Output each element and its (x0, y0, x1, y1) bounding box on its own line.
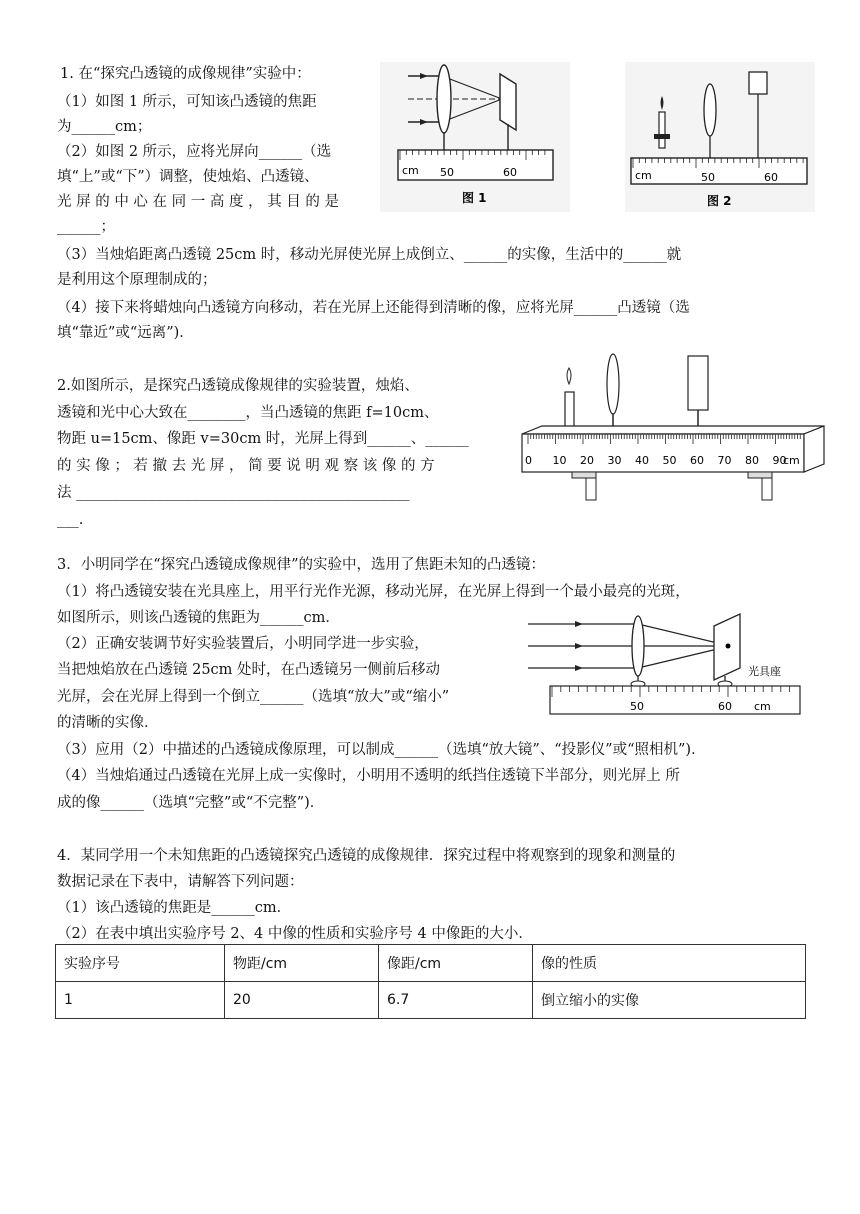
q2-line: 2.如图所示，是探究凸透镜成像规律的实验装置，烛焰、 (57, 378, 419, 394)
ruler-unit: cm (783, 454, 800, 467)
q2-line: 透镜和光中心大致在________，当凸透镜的焦距 f=10cm、 (57, 405, 439, 421)
q3-line: （4）当烛焰通过凸透镜在光屏上成一实像时，小明用不透明的纸挡住透镜下半部分，则光屏上 所 (57, 768, 680, 784)
q2-line: ___. (57, 512, 84, 528)
figure-optical-bench (512, 348, 832, 508)
ruler-tick-label: 30 (607, 454, 622, 467)
q1-line: 1. 在“探究凸透镜的成像规律”实验中： (60, 66, 311, 82)
q3-line: 成的像______（选填“完整”或“不完整”)． (57, 795, 325, 811)
figure-1-tick-50: 50 (440, 166, 454, 179)
table-header: 实验序号 (56, 945, 225, 982)
data-table (55, 944, 806, 1019)
table-header: 像距/cm (379, 945, 533, 982)
q4-line: （1）该凸透镜的焦距是______cm． (57, 900, 292, 916)
q1-line: 是利用这个原理制成的； (57, 272, 217, 288)
q1-line: 填“上”或“下”）调整，使烛焰、凸透镜、 (57, 169, 319, 185)
q1-line: 光 屏 的 中 心 在 同 一 高 度 ， 其 目 的 是 (57, 194, 340, 210)
q2-line: 的 实 像 ； 若 撤 去 光 屏 ， 简 要 说 明 观 察 该 像 的 方 (57, 458, 435, 474)
ruler-tick-label: 20 (580, 454, 594, 467)
ruler-tick-label: 40 (635, 454, 649, 467)
q2-line: 物距 u=15cm、像距 v=30cm 时，光屏上得到______、______ (57, 431, 469, 447)
ruler-tick-label: 60 (690, 454, 704, 467)
figure-1-tick-60: 60 (503, 166, 517, 179)
q1-line: （1）如图 1 所示，可知该凸透镜的焦距 (57, 94, 317, 110)
q3-line: （1）将凸透镜安装在光具座上，用平行光作光源，移动光屏，在光屏上得到一个最小最亮的光斑， (57, 584, 690, 600)
q1-line: 为______cm； (57, 119, 152, 135)
q4-line: 数据记录在下表中，请解答下列问题： (57, 874, 304, 890)
figure-3-unit: cm (754, 700, 771, 713)
figure-parallel-light-focus (520, 608, 810, 718)
q3-line: 如图所示，则该凸透镜的焦距为______cm． (57, 610, 340, 626)
table-cell: 20 (225, 982, 379, 1019)
table-header-row (56, 945, 806, 982)
q4-line: （2）在表中填出实验序号 2、4 中像的性质和实验序号 4 中像距的大小． (57, 926, 533, 942)
ruler-tick-label: 70 (717, 454, 732, 467)
q4-line: 4．某同学用一个未知焦距的凸透镜探究凸透镜的成像规律．探究过程中将观察到的现象和测量的 (57, 848, 676, 864)
q3-line: 光屏，会在光屏上得到一个倒立______（选填“放大”或“缩小” (57, 689, 450, 705)
q3-line: （3）应用（2）中描述的凸透镜成像原理，可以制成______（选填“放大镜”、“投影仪”或“照相机”)． (57, 742, 706, 758)
q1-line: 填“靠近”或“远离”)． (57, 325, 194, 341)
q3-line: 当把烛焰放在凸透镜 25cm 处时，在凸透镜另一侧前后移动 (57, 662, 441, 678)
q3-line: 的清晰的实像． (57, 715, 159, 731)
figure-2-tick-60: 60 (764, 171, 778, 184)
q1-line: ______； (57, 219, 115, 235)
table-header: 物距/cm (225, 945, 379, 982)
figure-1-lens-focus (380, 62, 570, 212)
figure-2-unit: cm (635, 169, 652, 182)
figure-2-tick-50: 50 (701, 171, 715, 184)
table-row (56, 982, 806, 1019)
figure-bench-label: 光具座 (748, 665, 781, 678)
ruler-tick-label: 50 (662, 454, 677, 467)
figure-1-caption: 图 1 (462, 191, 487, 205)
ruler-tick-label: 80 (745, 454, 759, 467)
table-cell: 倒立缩小的实像 (533, 982, 806, 1019)
ruler-tick-label: 90 (772, 454, 787, 467)
q2-line: 法 ______________________________________________ (57, 485, 410, 501)
figure-2-candle-lens-screen (625, 62, 815, 212)
figure-3-tick-50: 50 (630, 700, 644, 713)
figure-2-caption: 图 2 (707, 194, 732, 208)
q1-line: （4）接下来将蜡烛向凸透镜方向移动，若在光屏上还能得到清晰的像，应将光屏______凸透镜（选 (57, 300, 690, 316)
table-cell: 1 (56, 982, 225, 1019)
q1-line: （3）当烛焰距离凸透镜 25cm 时，移动光屏使光屏上成倒立、______的实像，生活中的______就 (57, 247, 682, 263)
table-header: 像的性质 (533, 945, 806, 982)
figure-1-unit: cm (402, 164, 419, 177)
q3-line: 3．小明同学在“探究凸透镜成像规律”的实验中，选用了焦距未知的凸透镜： (57, 557, 546, 573)
table-cell: 6.7 (379, 982, 533, 1019)
ruler-tick-label: 10 (552, 454, 567, 467)
q3-line: （2）正确安装调节好实验装置后，小明同学进一步实验， (57, 636, 429, 652)
figure-3-tick-60: 60 (718, 700, 732, 713)
q1-line: （2）如图 2 所示，应将光屏向______（选 (57, 144, 332, 160)
ruler-tick-label: 0 (525, 454, 532, 467)
